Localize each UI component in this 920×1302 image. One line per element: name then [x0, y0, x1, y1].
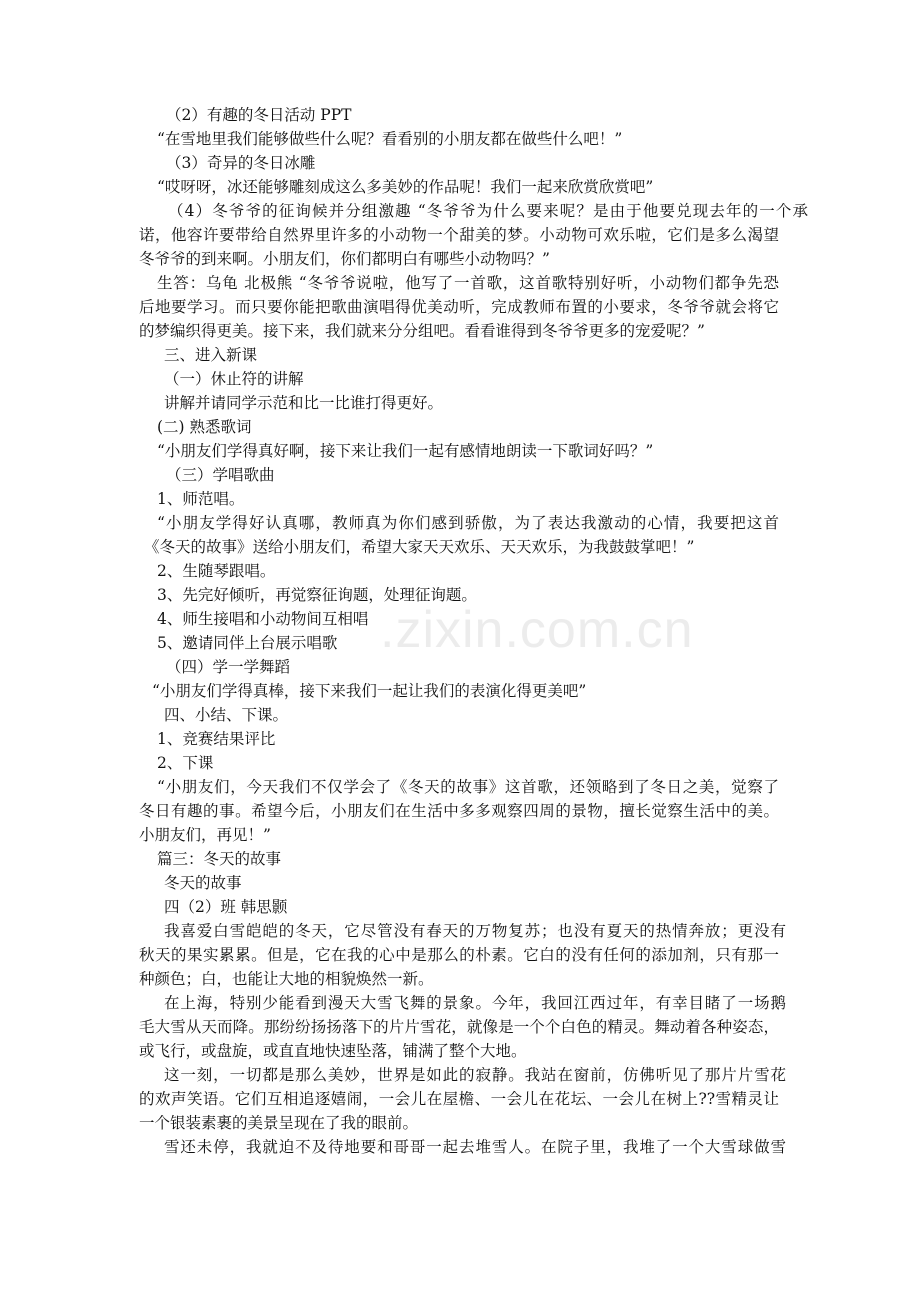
text-line: 这一刻，一切都是那么美妙，世界是如此的寂静。我站在窗前，仿佛听见了那片片雪花: [164, 1066, 786, 1084]
text-line: “哎呀呀，冰还能够雕刻成这么多美妙的作品呢！我们一起来欣赏欣赏吧”: [157, 178, 654, 196]
text-line: （三）学唱歌曲: [166, 466, 275, 484]
text-line: 四（2）班 韩思颢: [164, 898, 288, 916]
text-line: “小朋友们学得真好啊，接下来让我们一起有感情地朗读一下歌词好吗？”: [157, 442, 654, 460]
text-line: 2、下课: [157, 754, 214, 772]
text-line: 冬天的故事: [164, 874, 242, 892]
text-line: 种颜色；白，也能让大地的相貌焕然一新。: [139, 970, 434, 988]
text-line: 冬日有趣的事。希望今后，小朋友们在生活中多多观察四周的景物，擅长觉察生活中的美。: [139, 802, 779, 820]
text-line: 秋天的果实累累。但是，它在我的心中是那么的朴素。它白的没有任何的添加剂，只有那一: [139, 946, 779, 964]
text-line: （2）有趣的冬日活动 PPT: [166, 106, 352, 124]
text-line: 《冬天的故事》送给小朋友们，希望大家天天欢乐、天天欢乐，为我鼓鼓掌吧！”: [144, 538, 695, 556]
text-line: 讲解并请同学示范和比一比谁打得更好。: [164, 394, 444, 412]
text-line: 一个银装素裹的美景呈现在了我的眼前。: [139, 1114, 419, 1132]
text-line: 四、小结、下课。: [164, 706, 289, 724]
text-line: 2、生随琴跟唱。: [157, 562, 276, 580]
text-line: “小朋友们学得真棒，接下来我们一起让我们的表演化得更美吧”: [152, 682, 587, 700]
text-line: （四）学一学舞蹈: [166, 658, 291, 676]
text-line: 的欢声笑语。它们互相追逐嬉闹，一会儿在屋檐、一会儿在花坛、一会儿在树上??雪精灵让: [139, 1090, 779, 1108]
text-line: “小朋友们，今天我们不仅学会了《冬天的故事》这首歌，还领略到了冬日之美，觉察了: [157, 778, 779, 796]
text-line: （一）休止符的讲解: [164, 370, 304, 388]
text-line: 篇三：冬天的故事: [157, 850, 282, 868]
text-line: 生答：乌龟 北极熊 “冬爷爷说啦，他写了一首歌，这首歌特别好听，小动物们都争先恐: [157, 274, 779, 292]
text-line: 的梦编织得更美。接下来，我们就来分分组吧。看看谁得到冬爷爷更多的宠爱呢？”: [139, 322, 705, 340]
text-line: （3）奇异的冬日冰雕: [166, 154, 316, 172]
text-line: 4、师生接唱和小动物间互相唱: [157, 610, 369, 628]
text-line: “在雪地里我们能够做些什么呢？看看别的小朋友都在做些什么吧！”: [157, 130, 623, 148]
text-line: “小朋友学得好认真哪，教师真为你们感到骄傲，为了表达我激动的心情，我要把这首: [157, 514, 779, 532]
text-line: 三、进入新课: [164, 346, 258, 364]
text-line: 在上海，特别少能看到漫天大雪飞舞的景象。今年，我回江西过年，有幸目睹了一场鹅: [164, 994, 786, 1012]
text-line: 诺，他容许要带给自然界里许多的小动物一个甜美的梦。小动物可欢乐啦，它们是多么渴望: [139, 226, 779, 244]
text-line: 我喜爱白雪皑皑的冬天，它尽管没有春天的万物复苏；也没有夏天的热情奔放；更没有: [164, 922, 786, 940]
text-line: 雪还未停，我就迫不及待地要和哥哥一起去堆雪人。在院子里，我堆了一个大雪球做雪: [164, 1138, 786, 1156]
text-line: 小朋友们，再见！”: [139, 826, 271, 844]
text-line: 1、师范唱。: [157, 490, 245, 508]
text-line: 5、邀请同伴上台展示唱歌: [157, 634, 338, 652]
text-line: 毛大雪从天而降。那纷纷扬扬落下的片片雪花，就像是一个个白色的精灵。舞动着各种姿态，: [139, 1018, 779, 1036]
text-line: 1、竞赛结果评比: [157, 730, 276, 748]
text-line: 3、先完好倾听，再觉察征询题，处理征询题。: [157, 586, 477, 604]
text-line: 后地要学习。而只要你能把歌曲演唱得优美动听，完成教师布置的小要求，冬爷爷就会将它: [139, 298, 779, 316]
watermark: .zixin.com.cn: [380, 601, 694, 659]
text-line: （4）冬爷爷的征询候并分组激趣 “冬爷爷为什么要来呢？是由于他要兑现去年的一个承: [168, 202, 808, 220]
text-line: (二) 熟悉歌词: [157, 418, 252, 436]
text-line: 冬爷爷的到来啊。小朋友们，你们都明白有哪些小动物吗？”: [139, 250, 550, 268]
text-line: 或飞行，或盘旋，或直直地快速坠落，铺满了整个大地。: [139, 1042, 527, 1060]
